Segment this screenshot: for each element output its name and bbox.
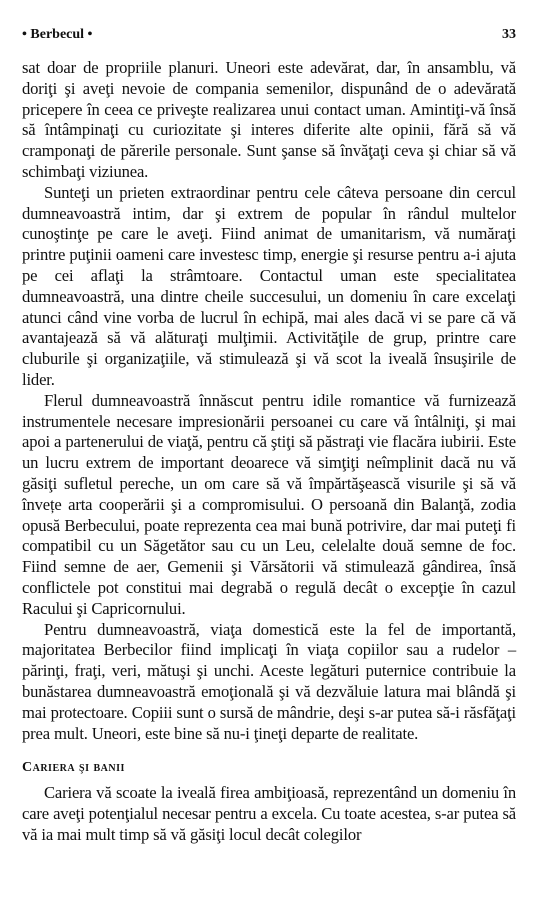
running-header [22,20,516,42]
body-text [22,58,516,845]
paragraph-family: Pentru dumneavoastră, viaţa domestică este la fel de importantă, majoritatea Berbecilor fiind implicaţi în viaţa copiilor sau a rudelor – părinţi, fraţi, veri, mătuşi şi unchi. Aceste legături puternice contribuie la bunăstarea dumneavoastră emoţională şi vă dezvăluie latura mai blândă şi mai protectoare. Copiii sunt o sursă de mândrie, deşi s-ar putea să-i răsfăţaţi prea mult. Uneori, este bine să nu-i ţineţi departe de realitate. [22,619,516,743]
section-heading: Cariera şi banii [22,760,125,776]
paragraph-friendship: Sunteţi un prieten extraordinar pentru cele câteva persoane din cercul dumneavoastră intim, dar şi extrem de popular în rândul multelor cunoştinţe pe care le aveţi. Fiind animat de umanitarism, vă număraţi printre puţinii oameni care investesc timp, energie şi resurse pentru a-i ajuta pe cei aflaţi la strâmtoare. Contactul uman este specialitatea dumneavoastră, una dintre cheile succesului, un domeniu în care excelaţi atunci când vine vorba de lucrul în echipă, mai ales dacă vi se pare că vă avantajează să vă alăturaţi mulţimii. Activităţile de grup, printre care cluburile şi organizaţiile, vă stimulează şi vă scot la iveală însuşirile de lider. [22,182,516,389]
paragraph-continued: sat doar de propriile planuri. Uneori este adevărat, dar, în ansamblu, vă doriţi şi aveţi nevoie de compania semenilor, dispunând de o adevărată pricepere în ceea ce priveşte realizarea unui contact uman. Amintiţi-vă însă să întâmpinaţi cu curiozitate şi interes diferite alte opinii, fără să vă cramponaţi de părerile personale. Sunt şanse să învăţaţi ceva şi chiar să vă schimbaţi viziunea. [22,58,516,181]
paragraph-career: Cariera vă scoate la iveală firea ambiţioasă, reprezentând un domeniu în care aveţi potenţialul necesar pentru a excela. Cu toate acestea, s-ar putea să vă ia mai mult timp să vă găsiţi locul decât colegilor [22,783,516,844]
paragraph-romance: Flerul dumneavoastră înnăscut pentru idile romantice vă furnizează instrumentele necesare impresionării persoanei cu care vă întâlniţi, şi mai apoi a partenerului de viaţă, pentru că ştiţi să păstraţi vie flacăra iubirii. Este un lucru extrem de important deoarece vă simţiţi neîmplinit dacă nu vă găsiţi sufletul pereche, un om care să vă împărtăşească visurile şi să vă învețe arta cooperării şi a compromisului. O persoană din Balanţă, zodia opusă Berbecului, poate reprezenta cea mai bună potrivire, dar mai puteţi fi compatibil cu un Săgetător sau cu un Leu, celelalte două semne de foc. Fiind semne de aer, Gemenii şi Vărsătorii vă stimulează gândirea, însă conflictele pot constitui mai degrabă o regulă decât o excepţie în cazul Racului şi Capricornului. [22,390,516,618]
book-page [22,20,516,910]
page-number: 33 [502,27,516,42]
chapter-title: • Berbecul • [22,27,93,42]
